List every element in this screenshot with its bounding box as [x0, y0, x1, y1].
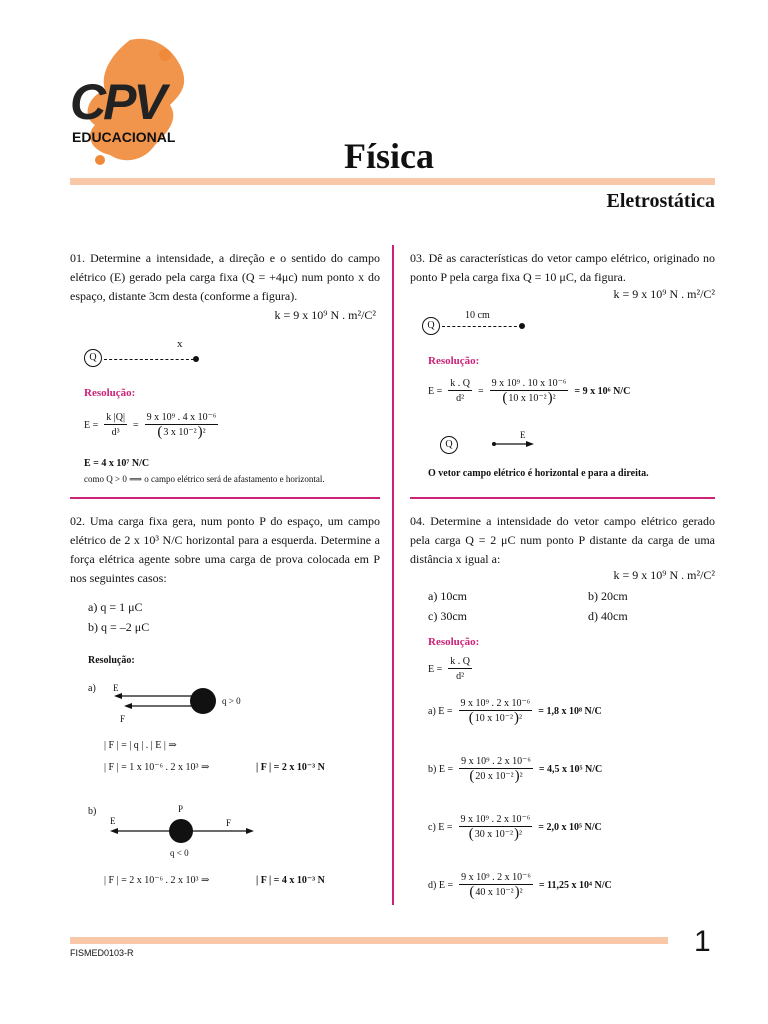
point-dot [193, 356, 199, 362]
top-bar [70, 178, 715, 185]
dashed-line [442, 326, 522, 327]
vertical-divider [392, 245, 394, 905]
q2-eq-a2: | F | = 1 x 10⁻⁶ . 2 x 10³ ⇒ [104, 762, 210, 773]
page-number: 1 [694, 925, 711, 958]
q2-eq-b: | F | = 2 x 10⁻⁶ . 2 x 10³ ⇒ [104, 875, 210, 886]
q2-fig-a-label: a) [88, 683, 96, 694]
q3-figure [422, 310, 532, 340]
q1-equation: E = $\frac{k |Q|}{\text{d³}}$ = 9 x 10⁹ . 4 x 10⁻⁶ ( 3 x 10⁻² ) ² [84, 412, 224, 438]
divider-left [70, 497, 380, 499]
q3-vector-figure [440, 430, 540, 460]
q3-resolution: Resolução: [428, 355, 480, 367]
q4-general-eq: E = $\frac{k . Q}{\text{d²}}$ [428, 656, 470, 682]
charge-q: Q [84, 349, 102, 367]
q1-text: 01. Determine a intensidade, a direção e o sentido do campo elétrico (E) gerado pela carga fixa (Q = +4μc) num ponto x do espaço, distante 3cm desta (conforme a figura). [70, 251, 380, 303]
q2-option-a: a) q = 1 μC [88, 600, 143, 614]
q-neg-label: q < 0 [170, 848, 189, 858]
q4-k: k = 9 x 10⁹ N . m²/C² [613, 568, 715, 582]
page-title: Física [344, 136, 434, 176]
q4-opt-a: a) 10cm [428, 589, 467, 603]
q4-opt-c: c) 30cm [428, 609, 467, 623]
q4-opt-b: b) 20cm [588, 589, 628, 603]
q1-k: k = 9 x 10⁹ N . m²/C² [274, 308, 376, 322]
q2-resolution: Resolução: [88, 655, 135, 666]
e-arrow [490, 438, 540, 450]
q3-k: k = 9 x 10⁹ N . m²/C² [613, 287, 715, 301]
section-title: Eletrostática [606, 190, 715, 212]
q1-figure [84, 338, 214, 368]
charge-q: Q [440, 436, 458, 454]
q4-resolution: Resolução: [428, 636, 480, 648]
q1-result: E = 4 x 10⁷ N/C [84, 458, 150, 469]
charge [169, 819, 193, 843]
q4-item-c: c) E = 9 x 10⁹ . 2 x 10⁻⁶ ( 30 x 10⁻² ) ² = 2,0 x 10⁵ N/C [428, 814, 608, 840]
f-label-b: F [226, 818, 232, 828]
q3-conclusion: O vetor campo elétrico é horizontal e para a direita. [428, 468, 649, 479]
q2-fig-b-label: b) [88, 806, 97, 817]
charge-q: Q [422, 317, 440, 335]
q4-item-d: d) E = 9 x 10⁹ . 2 x 10⁻⁶ ( 40 x 10⁻² ) ² = 11,25 x 10⁴ N/C [428, 872, 618, 898]
logo-text: CPV [70, 74, 164, 130]
point-label: x [177, 338, 183, 350]
q2-text: 02. Uma carga fixa gera, num ponto P do espaço, um campo elétrico de 2 x 10³ N/C horizontal para a esquerda. Determine a força elétrica agente sobre uma carga de prova colocada em P nos seguintes casos: [70, 514, 380, 585]
footer-bar [70, 937, 668, 944]
charge [190, 688, 216, 714]
q2-eq-a1: | F | = | q | . | E | ⇒ [104, 740, 177, 751]
point-dot [519, 323, 525, 329]
p-label: P [178, 804, 184, 814]
q2-result-a: | F | = 2 x 10⁻³ N [256, 762, 325, 773]
q4-text: 04. Determine a intensidade do vetor campo elétrico gerado pela carga Q = 2 μC num ponto P distante da carga de uma distância x igual a: [410, 514, 715, 566]
q1-resolution: Resolução: [84, 387, 136, 399]
dashed-line [104, 359, 194, 360]
e-label: E [520, 430, 526, 440]
q4-item-b: b) E = 9 x 10⁹ . 2 x 10⁻⁶ ( 20 x 10⁻² ) ² = 4,5 x 10⁵ N/C [428, 756, 608, 782]
e-label: E [113, 683, 119, 693]
q3-equation: E = $\frac{k . Q}{\text{d²}}$ = 9 x 10⁹ . 10 x 10⁻⁶ ( 10 x 10⁻² ) ² = 9 x 10⁶ N/C [428, 378, 636, 404]
logo [70, 35, 195, 170]
q2-option-b: b) q = –2 μC [88, 620, 150, 634]
divider-right [410, 497, 715, 499]
footer-code: FISMED0103-R [70, 948, 134, 958]
q3-text: 03. Dê as características do vetor campo elétrico, originado no ponto P pela carga fixa Q = 10 μC, da figura. [410, 251, 715, 284]
q2-fig-b [108, 815, 263, 845]
q4-opt-d: d) 40cm [588, 609, 628, 623]
f-label: F [120, 714, 126, 724]
distance-label: 10 cm [465, 310, 490, 321]
e-label-b: E [110, 816, 116, 826]
q2-result-b: | F | = 4 x 10⁻³ N [256, 875, 325, 886]
q4-item-a: a) E = 9 x 10⁹ . 2 x 10⁻⁶ ( 10 x 10⁻² ) ² = 1,8 x 10⁸ N/C [428, 698, 608, 724]
q1-note: como Q > 0 ⟹ o campo elétrico será de afastamento e horizontal. [84, 474, 325, 484]
q-pos-label: q > 0 [222, 696, 241, 706]
logo-subtext: EDUCACIONAL [72, 129, 176, 145]
